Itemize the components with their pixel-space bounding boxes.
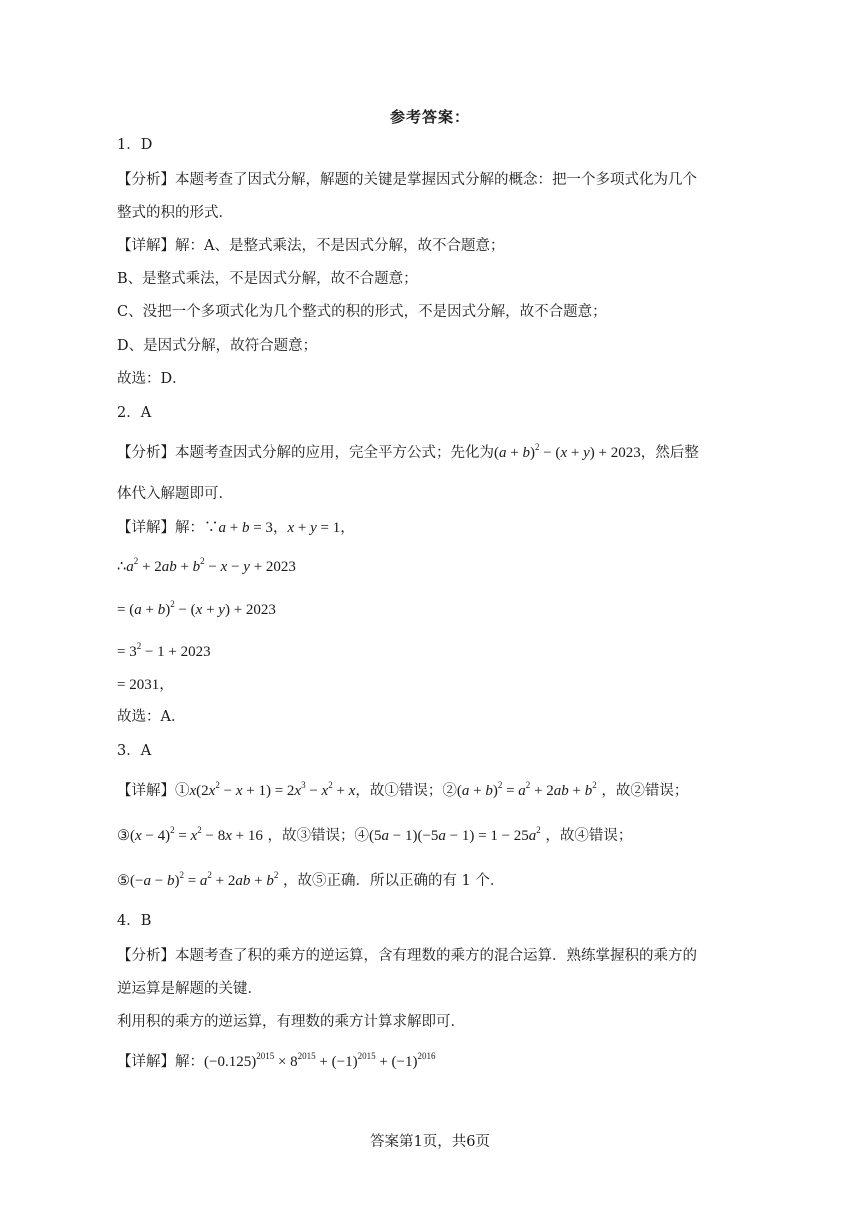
math-line: 【详解】解：$(-0.125)^{2015} \times 8^{2015} + (-1)^{2015} + (-1)^{2016}$ [117, 1051, 436, 1070]
text-line: 故选：A． [117, 709, 186, 725]
math-line: = $(a + b)^2 - (x + y) + 2023$ [117, 599, 276, 618]
math-line: 【详解】解：∵a + b = 3，x + y = 1， [117, 520, 355, 536]
text-line: 故选：D． [117, 371, 187, 387]
text-line: 整式的积的形式． [117, 205, 233, 221]
text-line: 4．B [117, 913, 152, 929]
text-line: 逆运算是解题的关键． [117, 981, 262, 997]
math-line: 【分析】本题考查因式分解的应用，完全平方公式；先化为$(a + b)^2 - (x + y) + 2023$，然后整 [117, 442, 699, 461]
text-line: D、是因式分解，故符合题意； [117, 338, 318, 354]
math-line: = $3^2 - 1 + 2023$ [117, 641, 211, 660]
text-line: C、没把一个多项式化为几个整式的积的形式，不是因式分解，故不合题意； [117, 304, 607, 320]
math-line: $\therefore a^2 + 2ab + b^2 - x - y + 2023$ [117, 556, 296, 575]
text-line: 利用积的乘方的逆运算，有理数的乘方计算求解即可． [117, 1014, 465, 1030]
page-footer: 答案第1页，共6页 [370, 1134, 490, 1150]
math-line: 【详解】$①x(2x^2 - x + 1) = 2x^3 - x^2 + x$，故①错误；②(a + $b)^2 = a^2 + 2ab + b^2$ ，故②错误； [117, 780, 689, 799]
math-line: ③(x − $4)^2 = x^2 - 8x + 16$ ，故③错误；④(5a − $1)(-5a - 1) = 1 - 25a^2$ ，故④错误； [117, 825, 633, 844]
text-line: 【分析】本题考查了积的乘方的逆运算，含有理数的乘方的混合运算．熟练掌握积的乘方的 [117, 948, 697, 964]
text-line: 【分析】本题考查了因式分解，解题的关键是掌握因式分解的概念：把一个多项式化为几个 [117, 172, 697, 188]
text-line: 3．A [117, 743, 152, 759]
text-line: 1．D [117, 137, 153, 153]
text-line: 【详解】解：A、是整式乘法，不是因式分解，故不合题意； [117, 238, 505, 254]
math-line: = 2031， [117, 677, 174, 693]
math-line: ⑤(−a − $b)^2 = a^2 + 2ab + b^2$ ，故⑤正确．所以正确的有 1 个． [117, 870, 505, 889]
text-line: B、是整式乘法，不是因式分解，故不合题意； [117, 271, 418, 287]
text-line: 2．A [117, 405, 152, 421]
text-line: 体代入解题即可． [117, 486, 233, 502]
page-title: 参考答案： [389, 108, 470, 126]
